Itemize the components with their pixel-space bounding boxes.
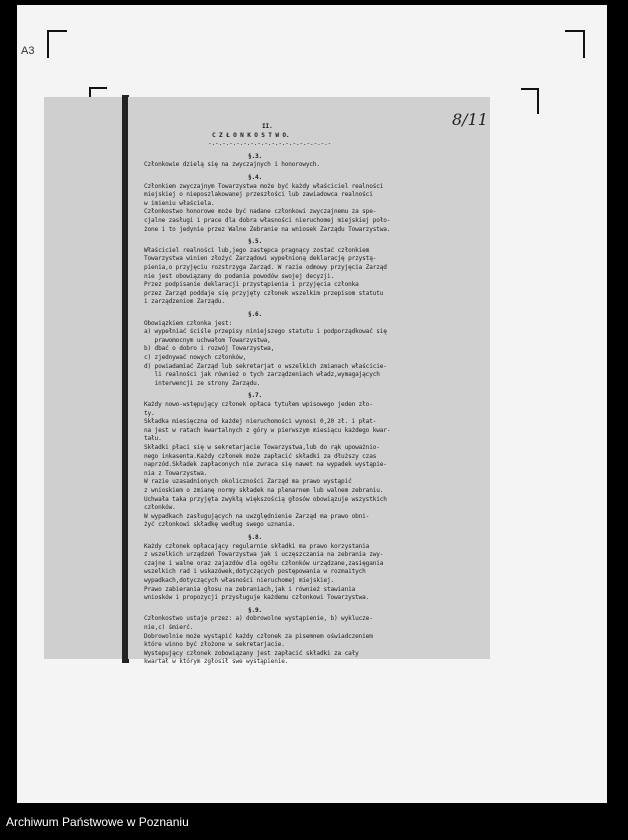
document-line: interwencji ze strony Zarządu. [144, 379, 261, 387]
section-heading: §.3. [248, 152, 263, 160]
document-line: przez Zarząd poddaje się przyjęty członek wszelkim przepisom statutu [144, 289, 384, 297]
crop-mark-top-right [565, 30, 585, 58]
document-line: pienia,o przyjęciu rozstrzyga Zarząd. W razie odmowy przyjęcia Zarząd [144, 264, 387, 271]
document-line: żyć członkowi składkę według swego uznania. [144, 521, 296, 529]
document-line: b) dbać o dobro i rozwój Towarzystwa, [144, 345, 275, 353]
document-line: Obowiązkiem członka jest: [144, 319, 232, 327]
document-line: w imieniu właściela. [144, 199, 215, 207]
document-line: nie,c) śmierć. [144, 624, 194, 631]
section-heading: §.7. [248, 392, 263, 400]
document-line: wszelkich rad i wskazówek,dotyczących postępowania w rozmaitych [144, 568, 366, 576]
document-line: kwartał w którym zgłosił swe wystąpienie. [144, 658, 289, 666]
document-line: nie jest obowiązany do podania powodów swojej decyzji. [144, 272, 335, 280]
crop-mark-inner-right [521, 88, 539, 114]
section-heading: C Z Ł O N K O S T W O. [212, 131, 290, 139]
document-line: Członkiem zwyczajnym Towarzystwa może być każdy właściciel realności [144, 182, 384, 190]
section-heading: §.6. [248, 311, 263, 318]
document-line: nego inkasenta.Każdy członek może zapłacić składki za dłuższy czas [144, 452, 377, 460]
document-line: W wypadkach zasługujących na uwzględnienie Zarząd ma prawo obni- [144, 512, 370, 520]
section-heading: §.4. [248, 174, 263, 181]
document-line: Każdy członek opłacający regularnie składki ma prawo korzystania [144, 542, 370, 550]
document-line: Przez podpisanie deklaracji przystąpienia i przyjęcia członka [144, 281, 359, 289]
section-heading: §.5. [248, 238, 263, 246]
section-heading: §.8. [248, 534, 263, 541]
document-line: Prawo zabierania głosu na zebraniach,jak i również stawiania [144, 585, 356, 593]
document-line: Członkostwo honorowe może być nadane członkowi zwyczajnemu za spe- [144, 208, 377, 216]
document-line: Członkostwo ustaje przez: a) dobrowolne wystąpienie, b) wykluczе- [144, 615, 373, 623]
document-line: Każdy nowo-wstępujący członek opłaca tytułem wpisowego jeden zło- [144, 401, 373, 408]
document-line: które winno być złożone w sekretarjacie. [144, 641, 285, 649]
section-heading: §.9. [248, 606, 263, 614]
document-line: tału. [144, 435, 162, 443]
previous-page-edge [44, 97, 124, 659]
document-line: prawomocnym uchwałom Towarzystwa, [144, 336, 271, 344]
document-line: li realności jak również o tych zarządzeniach władz,wymagających [144, 371, 380, 379]
document-line: Członkowie dzielą się na zwyczajnych i honorowych. [144, 161, 320, 169]
section-heading: II. [262, 123, 273, 130]
document-line: wniosków i propozycji przysługuje każdemu członkowi Towarzystwa. [144, 594, 370, 602]
footer-bar [0, 804, 628, 840]
document-line: i zarządzeniom Zarządu. [144, 298, 225, 306]
document-line: Dobrowolnie może wystąpić każdy członek za pisemnem oświadczeniem [144, 632, 373, 640]
document-line: z wnioskiem o zmianę normy składek na plenarnem lub walnem zebraniu. [144, 487, 384, 494]
document-line: miejskiej o nieposzlakowanej przeszłości lub zawiadowca realności [144, 191, 373, 199]
document-line: d) powiadamiać Zarząd lub sekretarjat o wszelkich zmianach właścicie- [144, 362, 387, 370]
document-line: W razie uzasadnionych okoliczności Zarząd ma prawo wystąpić [144, 478, 352, 486]
document-line: czajne i walne oraz zajazdów dla ogółu członków urządzane,zasięgania [144, 559, 384, 567]
document-line: Uchwała taka przyjęta zwykłą większością głosów obowiązuje wszystkich [144, 495, 387, 503]
archive-name: Archiwum Państwowe w Poznaniu [6, 815, 189, 829]
document-line: Wystepujący członek zobowiązany jest zapłacić składki za cały [144, 649, 359, 657]
document-line: żone i to jedynie przez Walne Zebranie na wniosek Zarządu Towarzystwa. [144, 225, 391, 233]
document-line: Właściciel realności lub,jego zastępca pragnący zostać członkiem [144, 246, 370, 254]
document-line: c) zjednywać nowych członków, [144, 354, 247, 361]
handwritten-note: 8/11 [452, 110, 488, 129]
document-line: naprzód.Składek zapłaconych nie zwraca się nawet na wypadek wystąpie- [144, 461, 387, 469]
document-line: członków. [144, 504, 176, 512]
crop-mark-top-left [47, 30, 67, 58]
document-line: Towarzystwa winien złożyć Zarządowi wypełnioną deklarację przystą- [144, 255, 377, 263]
typed-document-page [128, 97, 490, 666]
document-line: Składki płaci się w sekretarjacie Towarzystwa,lub do rąk upoważnio- [144, 444, 380, 451]
document-line: a) wypełniać ściśle przepisy niniejszego statutu i podporządkować się [144, 328, 387, 336]
document-line: ty. [144, 409, 155, 417]
section-heading: -.-.-.-.-.-.-.-.-.-.-.-.-.-.-.-.-.- [208, 140, 332, 148]
document-line: z wszelkich urządzeń Towarzystwa jak i uczęszczania na zebrania zwy- [144, 551, 384, 559]
archive-mark: A3 [21, 45, 35, 57]
document-line: Składka miesięczna od każdej nieruchomości wynosi 0,20 zł. i płat- [144, 418, 377, 426]
document-line: nia z Towarzystwa. [144, 469, 208, 477]
document-line: wypadkach,dotyczących własności nieruchomej miejskiej. [144, 577, 335, 584]
document-line: na jest w ratach kwartalnych z góry w pierwszym miesiącu każdego kwar- [144, 426, 391, 434]
document-line: cjalne zasługi i prace dla dobra własności nieruchomej miejskiej poło- [144, 217, 391, 224]
